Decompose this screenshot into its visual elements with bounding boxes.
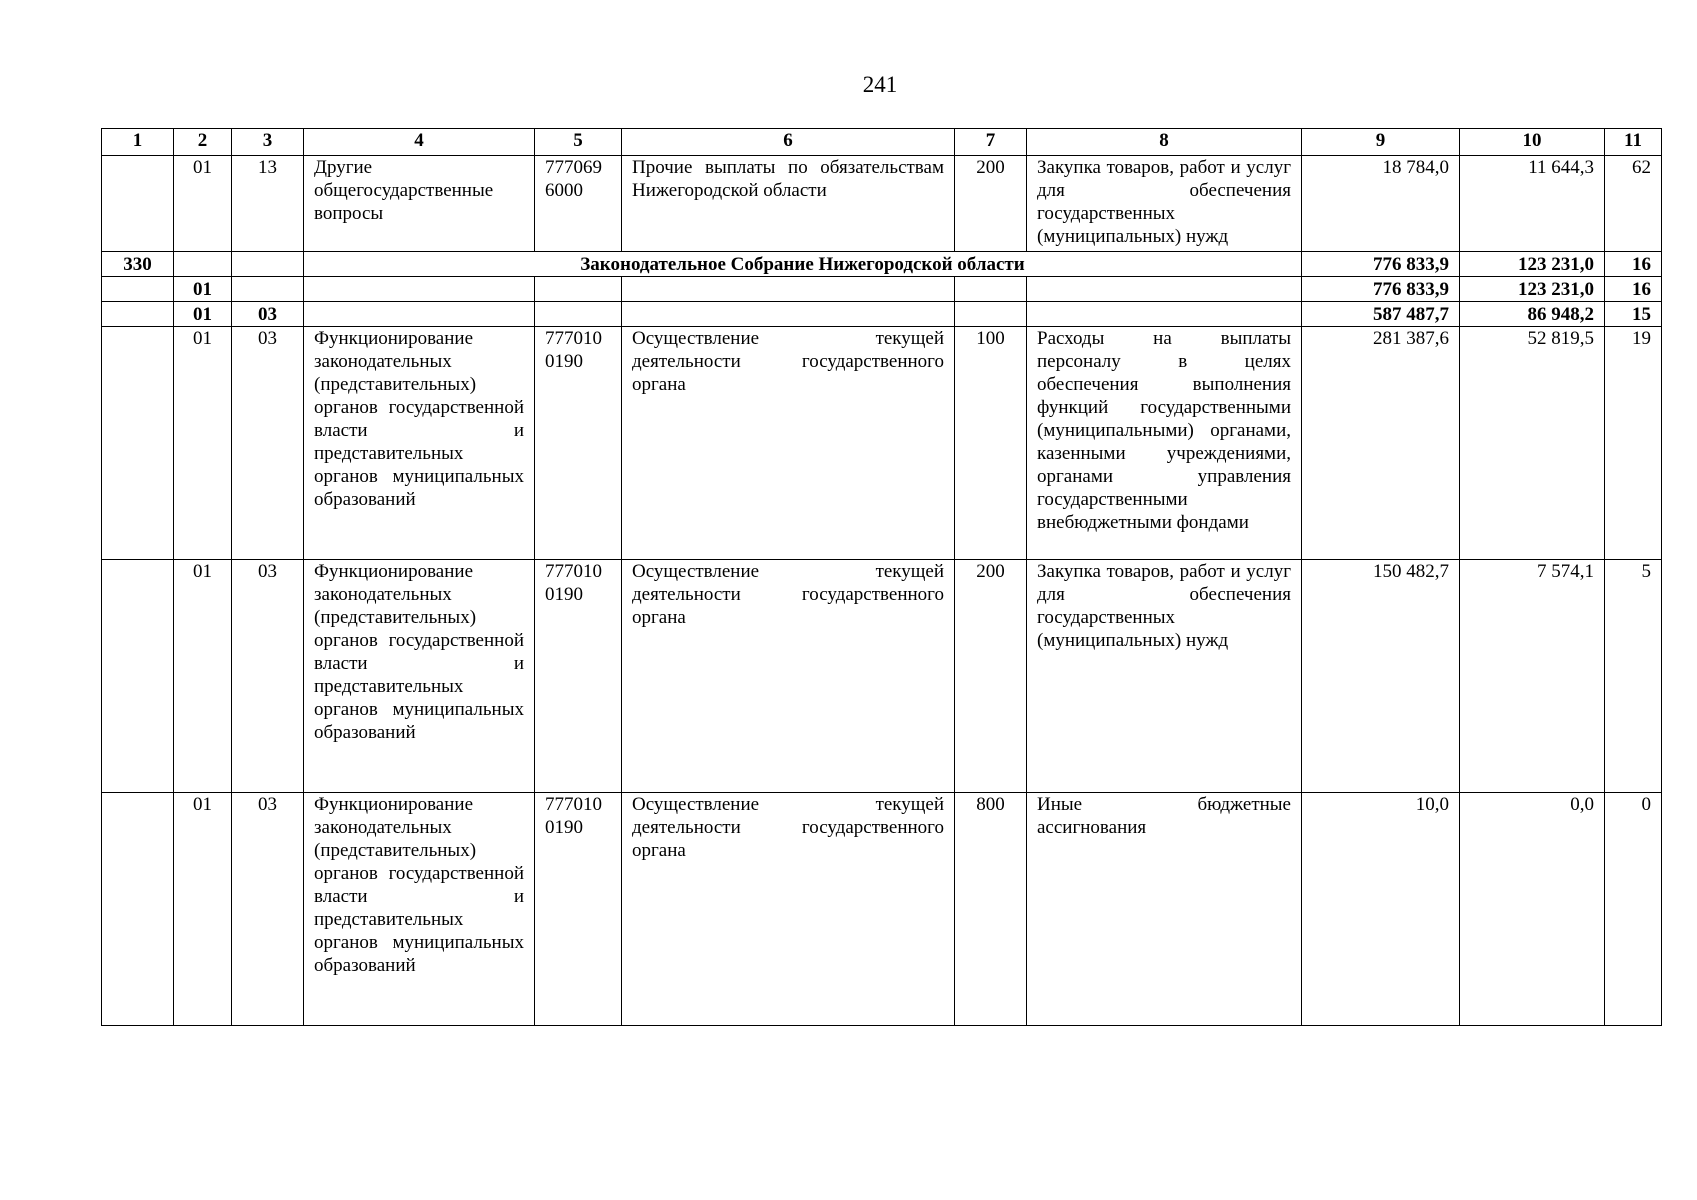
table-cell: 01 <box>174 327 232 560</box>
table-cell <box>174 252 232 277</box>
table-cell <box>622 277 955 302</box>
table-cell: 777069 6000 <box>535 156 622 252</box>
table-cell <box>304 277 535 302</box>
column-header: 7 <box>955 129 1027 156</box>
table-row <box>102 156 1662 252</box>
table-cell <box>232 252 304 277</box>
table-cell: 15 <box>1605 302 1662 327</box>
table-cell: 03 <box>232 302 304 327</box>
table-cell: 123 231,0 <box>1460 277 1605 302</box>
column-header: 10 <box>1460 129 1605 156</box>
table-cell: 86 948,2 <box>1460 302 1605 327</box>
table-row <box>102 277 1662 302</box>
header-row <box>102 129 1662 156</box>
table-cell <box>102 560 174 793</box>
column-header: 4 <box>304 129 535 156</box>
table-cell: 123 231,0 <box>1460 252 1605 277</box>
table-cell: 62 <box>1605 156 1662 252</box>
table-cell: Закупка товаров, работ и услуг для обеспечения государственных (муниципальных) нужд <box>1027 560 1302 793</box>
table-cell <box>102 302 174 327</box>
table-cell: 03 <box>232 560 304 793</box>
column-header: 2 <box>174 129 232 156</box>
table-cell: 281 387,6 <box>1302 327 1460 560</box>
table-cell: 330 <box>102 252 174 277</box>
table-cell <box>955 277 1027 302</box>
table-cell: 200 <box>955 560 1027 793</box>
table-cell: 01 <box>174 277 232 302</box>
table-cell: Прочие выплаты по обязательствам Нижегородской области <box>622 156 955 252</box>
table-cell: 11 644,3 <box>1460 156 1605 252</box>
table-cell: 03 <box>232 327 304 560</box>
table-cell: Осуществление текущей деятельности государственного органа <box>622 560 955 793</box>
table-cell: 100 <box>955 327 1027 560</box>
table-cell: 10,0 <box>1302 793 1460 1026</box>
column-header: 5 <box>535 129 622 156</box>
table-cell: 18 784,0 <box>1302 156 1460 252</box>
table-cell: 19 <box>1605 327 1662 560</box>
table-row <box>102 302 1662 327</box>
table-cell <box>102 327 174 560</box>
table-cell: 01 <box>174 793 232 1026</box>
table-cell: 52 819,5 <box>1460 327 1605 560</box>
table-row <box>102 252 1662 277</box>
table-cell: 777010 0190 <box>535 793 622 1026</box>
table-cell: 01 <box>174 560 232 793</box>
table-cell: 16 <box>1605 277 1662 302</box>
table-row <box>102 560 1662 793</box>
table-cell: 800 <box>955 793 1027 1026</box>
column-header: 11 <box>1605 129 1662 156</box>
table-cell <box>102 156 174 252</box>
table-cell <box>232 277 304 302</box>
table-cell: 150 482,7 <box>1302 560 1460 793</box>
table-cell: 01 <box>174 156 232 252</box>
table-cell <box>304 302 535 327</box>
table-cell: 0,0 <box>1460 793 1605 1026</box>
table-cell: 587 487,7 <box>1302 302 1460 327</box>
table-cell <box>535 277 622 302</box>
section-title: Законодательное Собрание Нижегородской области <box>304 252 1302 277</box>
table-cell: Функционирование законодательных (представительных) органов государственной власти и представительных органов муниципальных образований <box>304 793 535 1026</box>
table-cell <box>535 302 622 327</box>
table-cell: Осуществление текущей деятельности государственного органа <box>622 793 955 1026</box>
table-cell: Функционирование законодательных (представительных) органов государственной власти и представительных органов муниципальных образований <box>304 327 535 560</box>
column-header: 9 <box>1302 129 1460 156</box>
table-cell: 777010 0190 <box>535 327 622 560</box>
budget-table <box>101 128 1662 1026</box>
column-header: 3 <box>232 129 304 156</box>
table-cell: 200 <box>955 156 1027 252</box>
table-cell: 776 833,9 <box>1302 277 1460 302</box>
table-cell: Расходы на выплаты персоналу в целях обеспечения выполнения функций государственными (муниципальными) органами, казенными учреждениями, органами управления государственными внебюджетными фондами <box>1027 327 1302 560</box>
table-cell <box>1027 277 1302 302</box>
table-cell: Иные бюджетные ассигнования <box>1027 793 1302 1026</box>
column-header: 8 <box>1027 129 1302 156</box>
page-number: 241 <box>862 72 898 97</box>
table-row <box>102 793 1662 1026</box>
column-header: 1 <box>102 129 174 156</box>
column-header: 6 <box>622 129 955 156</box>
table-cell <box>622 302 955 327</box>
table-cell <box>102 793 174 1026</box>
table-cell: 776 833,9 <box>1302 252 1460 277</box>
table-cell: 5 <box>1605 560 1662 793</box>
table-cell: Осуществление текущей деятельности государственного органа <box>622 327 955 560</box>
table-cell: 01 <box>174 302 232 327</box>
table-cell <box>102 277 174 302</box>
table-cell <box>1027 302 1302 327</box>
table-row <box>102 327 1662 560</box>
table-cell: 16 <box>1605 252 1662 277</box>
table-cell: Функционирование законодательных (представительных) органов государственной власти и представительных органов муниципальных образований <box>304 560 535 793</box>
table-cell: 7 574,1 <box>1460 560 1605 793</box>
table-cell: 777010 0190 <box>535 560 622 793</box>
table-cell: Другие общегосударственные вопросы <box>304 156 535 252</box>
table-cell: 13 <box>232 156 304 252</box>
table-cell <box>955 302 1027 327</box>
table-cell: 03 <box>232 793 304 1026</box>
table-cell: 0 <box>1605 793 1662 1026</box>
table-cell: Закупка товаров, работ и услуг для обеспечения государственных (муниципальных) нужд <box>1027 156 1302 252</box>
